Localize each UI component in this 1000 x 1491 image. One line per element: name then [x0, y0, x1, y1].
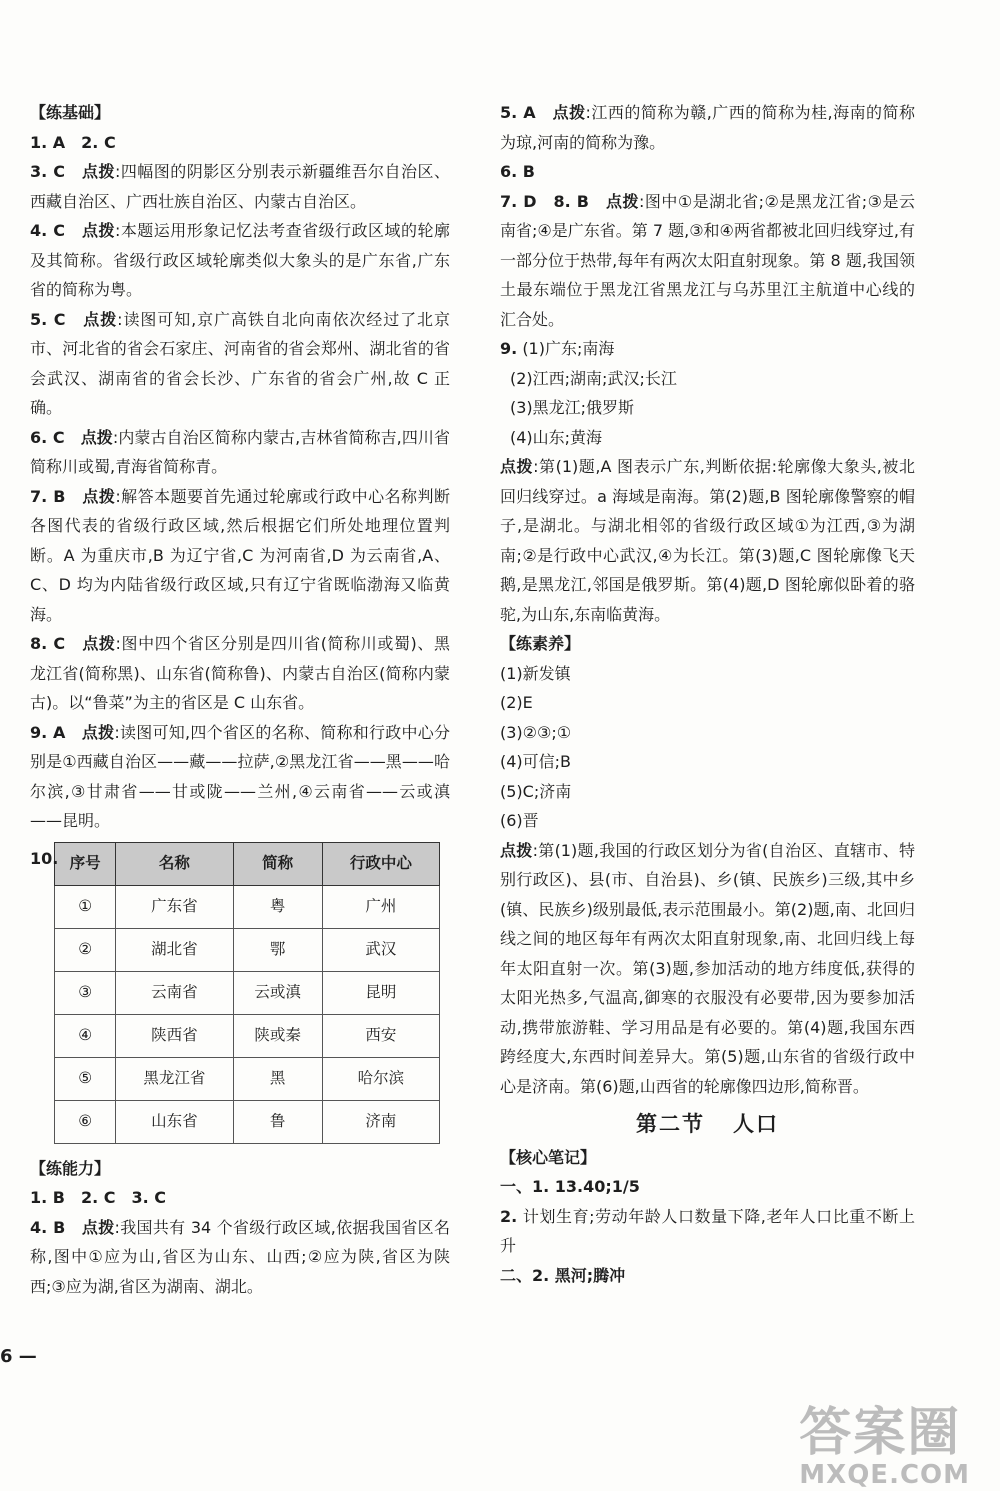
- answer-9b-2: (2)江西;湖南;武汉;长江: [510, 368, 677, 388]
- table-cell: 黑: [233, 1057, 322, 1100]
- answer-8: 8. C 点拨:图中四个省区分别是四川省(简称川或蜀)、黑龙江省(简称黑)、山东省(简称鲁)、内蒙古自治区(简称内蒙古)。以“鲁菜”为主的省区是 C 山东省。: [30, 634, 450, 712]
- table-row: [55, 1014, 440, 1057]
- province-table: [54, 842, 440, 1144]
- table-cell: 武汉: [322, 928, 439, 971]
- table-header: 行政中心: [322, 842, 439, 885]
- table-row: [55, 971, 440, 1014]
- literacy-answer-4: (4)可信;B: [500, 752, 572, 771]
- table-cell: ①: [55, 885, 116, 928]
- table-cell: ⑥: [55, 1100, 116, 1143]
- section-heading: 第二节 人口: [636, 1111, 779, 1136]
- table-cell: 广州: [322, 885, 439, 928]
- answer-9b-explanation: 点拨:第(1)题,A 图表示广东,判断依据:轮廓像大象头,被北回归线穿过。a 海域是南海。第(2)题,B 图轮廓像警察的帽子,是湖北。与湖北相邻的省级行政区域①为江西,③为湖南;②是行政中心武汉,④为长江。第(3)题,C 图轮廓像飞天鹅,是黑龙江,邻国是俄罗斯。第(4)题,D 图轮廓似卧着的骆驼,为山东,东南临黄海。: [500, 457, 915, 624]
- table-row: [55, 1057, 440, 1100]
- table-cell: 云南省: [116, 971, 233, 1014]
- table-cell: 粤: [233, 885, 322, 928]
- answer-4: 4. C 点拨:本题运用形象记忆法考查省级行政区域的轮廓及其简称。省级行政区域轮廓类似大象头的是广东省,广东省的简称为粤。: [30, 221, 450, 299]
- table-header: 序号: [55, 842, 116, 885]
- table-cell: 广东省: [116, 885, 233, 928]
- literacy-answer-6: (6)晋: [500, 811, 539, 830]
- watermark-logo: [799, 1405, 970, 1489]
- ability-answer-4: 4. B 点拨:我国共有 34 个省级行政区域,依据我国省区名称,图中①应为山,省区为山东、山西;②应为陕,省区为陕西;③应为湖,省区为湖南、湖北。: [30, 1217, 450, 1296]
- answer-6: 6. C 点拨:内蒙古自治区简称内蒙古,吉林省简称吉,四川省简称川或蜀,青海省简称青。: [30, 427, 450, 476]
- table-row: [55, 885, 440, 928]
- table-cell: 昆明: [322, 971, 439, 1014]
- watermark-text: 答案圈: [799, 1403, 962, 1463]
- section-tag-ability: 【练能力】: [30, 1158, 111, 1178]
- literacy-answer-2: (2)E: [500, 693, 533, 712]
- table-cell: 陕或秦: [233, 1014, 322, 1057]
- core-note-2: 2. 计划生育;劳动年龄人口数量下降,老年人口比重不断上升: [500, 1206, 915, 1255]
- table-cell: 西安: [322, 1014, 439, 1057]
- watermark-url: MXQE.COM: [799, 1460, 970, 1490]
- section-tag-core-notes: 【核心笔记】: [500, 1147, 597, 1167]
- table-cell: 哈尔滨: [322, 1057, 439, 1100]
- ability-answers-1-3: 1. B 2. C 3. C: [30, 1188, 167, 1207]
- answer-9: 9. A 点拨:读图可知,四个省区的名称、简称和行政中心分别是①西藏自治区——藏——拉萨,②黑龙江省——黑——哈尔滨,③甘肃省——甘或陇——兰州,④云南省——云或滇——昆明。: [30, 722, 450, 830]
- table-cell: 鄂: [233, 928, 322, 971]
- answer-9b-4: (4)山东;黄海: [510, 427, 603, 447]
- table-cell: 山东省: [116, 1100, 233, 1143]
- literacy-answer-1: (1)新发镇: [500, 663, 571, 683]
- answer-1-2: 1. A 2. C: [30, 132, 116, 152]
- answer-9b-3: (3)黑龙江;俄罗斯: [510, 398, 635, 417]
- core-note-3: 二、2. 黑河;腾冲: [500, 1265, 626, 1285]
- table-header: 名称: [116, 842, 233, 885]
- section-tag-literacy: 【练素养】: [500, 634, 581, 653]
- table-cell: ③: [55, 971, 116, 1014]
- table-row: [55, 928, 440, 971]
- literacy-explanation: 点拨:第(1)题,我国的行政区划分为省(自治区、直辖市、特别行政区)、县(市、自治县)、乡(镇、民族乡)三级,其中乡(镇、民族乡)级别最低,表示范围最小。第(2)题,南、北回归线之间的地区每年有两次太阳直射现象,南、北回归线上每年太阳直射一次。第(3)题,参加活动的地方纬度低,获得的太阳光热多,气温高,御寒的衣服没有必要带,因为要参加活动,携带旅游鞋、学习用品是有必要的。第(4)题,我国东西跨经度大,东西时间差异大。第(5)题,山东省的省级行政中心是济南。第(6)题,山西省的轮廓像四边形,简称晋。: [500, 840, 915, 1096]
- table-header-row: [55, 842, 440, 885]
- answer-5: 5. C 点拨:读图可知,京广高铁自北向南依次经过了北京市、河北省的省会石家庄、河南省的省会郑州、湖北省的省会武汉、湖南省的省会长沙、广东省的省会广州,故 C 正确。: [30, 309, 450, 417]
- right-column: [500, 98, 915, 1290]
- table-cell: ⑤: [55, 1057, 116, 1100]
- table-cell: 鲁: [233, 1100, 322, 1143]
- table-cell: 陕西省: [116, 1014, 233, 1057]
- answer-6b: 6. B: [500, 162, 535, 181]
- table-cell: 湖北省: [116, 928, 233, 971]
- answer-10-number: 10.: [30, 848, 59, 868]
- answer-7: 7. B 点拨:解答本题要首先通过轮廓或行政中心名称判断各图代表的省级行政区域,然后根据它们所处地理位置判断。A 为重庆市,B 为辽宁省,C 为河南省,D 为云南省,A、C、D 均为内陆省级行政区域,只有辽宁省既临渤海又临黄海。: [30, 486, 450, 624]
- answer-5b: 5. A 点拨:江西的简称为赣,广西的简称为桂,海南的简称为琼,河南的简称为豫。: [500, 103, 915, 152]
- table-cell: 黑龙江省: [116, 1057, 233, 1100]
- table-row: [55, 1100, 440, 1143]
- literacy-answer-5: (5)C;济南: [500, 781, 572, 801]
- answer-3: 3. C 点拨:四幅图的阴影区分别表示新疆维吾尔自治区、西藏自治区、广西壮族自治区、内蒙古自治区。: [30, 162, 450, 211]
- core-note-1: 一、1. 13.40;1/5: [500, 1177, 640, 1196]
- literacy-answer-3: (3)②③;①: [500, 722, 572, 742]
- answer-10: [30, 842, 450, 1144]
- table-cell: 云或滇: [233, 971, 322, 1014]
- section-tag-basic: 【练基础】: [30, 103, 111, 122]
- page-number: 6 —: [0, 1346, 37, 1367]
- answer-9b: 9. (1)广东;南海: [500, 339, 615, 358]
- table-cell: ④: [55, 1014, 116, 1057]
- left-column: [30, 98, 450, 1301]
- table-header: 简称: [233, 842, 322, 885]
- table-cell: 济南: [322, 1100, 439, 1143]
- table-cell: ②: [55, 928, 116, 971]
- answer-7-8: 7. D 8. B 点拨:图中①是湖北省;②是黑龙江省;③是云南省;④是广东省。第 7 题,③和④两省都被北回归线穿过,有一部分位于热带,每年有两次太阳直射现象。第 8 题,我国领土最东端位于黑龙江省黑龙江与乌苏里江主航道中心线的汇合处。: [500, 191, 915, 329]
